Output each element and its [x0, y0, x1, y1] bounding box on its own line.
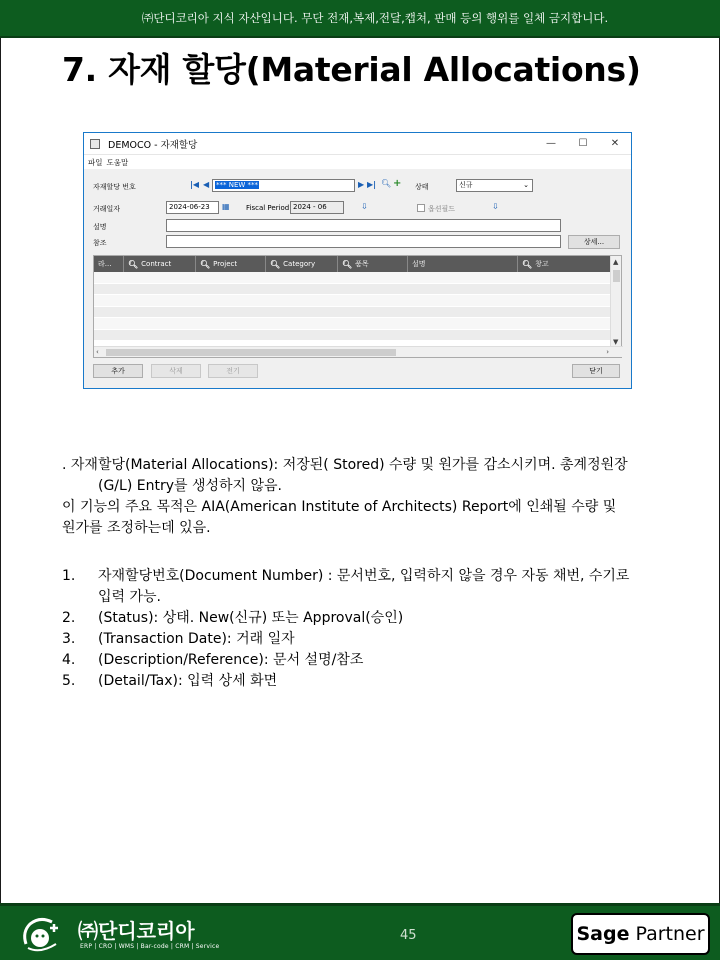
search-icon[interactable]: 🔍︎	[381, 179, 392, 188]
reference-label: 참조	[93, 239, 107, 247]
body-line: 원가를 조정하는데 있음.	[62, 520, 211, 536]
description-label: 설명	[93, 223, 107, 231]
last-record-icon[interactable]: ▶|	[367, 180, 377, 189]
transaction-date-field[interactable]	[166, 201, 219, 214]
body-line: 이 기능의 주요 목적은 AIA(American Institute of Architects) Report에 인쇄될 수량 및	[62, 499, 617, 515]
table-row[interactable]	[94, 318, 611, 330]
optional-fields-checkbox[interactable]	[417, 204, 425, 212]
status-select[interactable]	[456, 179, 533, 192]
menu-bar	[84, 155, 631, 169]
horizontal-scroll-thumb[interactable]	[106, 349, 396, 356]
table-row[interactable]	[94, 284, 611, 296]
detail-grid	[93, 255, 622, 358]
fiscal-period-field	[290, 201, 344, 214]
grid-col-line[interactable]: 라...	[94, 256, 124, 272]
menu-file[interactable]: 파일	[88, 157, 103, 167]
body-line: . 자재할당(Material Allocations): 저장된( Stored) 수량 및 원가를 감소시키며. 총계정원장	[62, 457, 628, 473]
add-new-icon[interactable]: +	[393, 178, 402, 189]
reference-input[interactable]	[166, 235, 561, 248]
footer	[0, 903, 720, 960]
company-name: ㈜단디코리아	[78, 919, 195, 943]
table-row[interactable]	[94, 330, 611, 342]
material-allocation-window	[83, 132, 632, 389]
menu-help[interactable]: 도움말	[106, 157, 129, 167]
status-value: 신규	[459, 181, 473, 189]
window-title: DEMOCO - 자재할당	[108, 139, 198, 151]
first-record-icon[interactable]: |◀	[190, 180, 200, 189]
post-button[interactable]: 전기	[208, 364, 258, 378]
close-window-button[interactable]: ✕	[610, 138, 620, 149]
table-row[interactable]	[94, 295, 611, 307]
calendar-icon[interactable]: ▦	[222, 202, 230, 211]
app-icon	[90, 139, 100, 149]
scroll-right-icon[interactable]: ›	[606, 348, 609, 356]
chevron-down-icon: ⌄	[523, 181, 529, 189]
add-button[interactable]: 추가	[93, 364, 143, 378]
doc-number-value: *** NEW ***	[216, 181, 259, 189]
grid-col-location[interactable]: 🔍︎ 창고	[522, 259, 549, 269]
fiscal-period-label: Fiscal Period	[246, 204, 290, 212]
grid-rows	[94, 272, 611, 341]
vertical-scrollbar[interactable]	[610, 256, 621, 348]
company-logo-icon	[20, 914, 66, 954]
search-icon: 🔍︎	[342, 259, 353, 269]
list-item: 2. (Status): 상태. New(신규) 또는 Approval(승인)	[62, 610, 404, 626]
page-title: 7. 자재 할당(Material Allocations)	[62, 50, 641, 89]
minimize-button[interactable]: —	[546, 138, 556, 149]
detail-button[interactable]: 상세...	[568, 235, 620, 249]
window-titlebar	[84, 133, 631, 155]
grid-col-category[interactable]: 🔍︎ Category	[266, 256, 338, 272]
form-area	[84, 169, 631, 375]
period-lookup-icon[interactable]: ⇩	[361, 202, 368, 211]
doc-number-label: 자재할당 번호	[93, 183, 136, 191]
grid-col-item[interactable]: 🔍︎ 품목	[338, 256, 408, 272]
copyright-banner	[0, 0, 720, 38]
status-label: 상태	[415, 183, 429, 191]
grid-col-project[interactable]: 🔍︎ Project	[196, 256, 266, 272]
list-item: 4. (Description/Reference): 문서 설명/참조	[62, 652, 364, 668]
grid-col-description[interactable]: 설명	[408, 256, 518, 272]
search-icon: 🔍︎	[270, 259, 281, 269]
page-number: 45	[400, 928, 417, 943]
vertical-scroll-thumb[interactable]	[613, 270, 620, 282]
field-list	[62, 566, 702, 692]
list-item: 3. (Transaction Date): 거래 일자	[62, 631, 295, 647]
body-line: (G/L) Entry를 생성하지 않음.	[98, 478, 283, 494]
search-icon: 🔍︎	[200, 259, 211, 269]
search-icon: 🔍︎	[522, 259, 533, 269]
horizontal-scrollbar[interactable]	[94, 346, 623, 357]
maximize-button[interactable]: ☐	[578, 138, 588, 149]
company-tagline: ERP | CRO | WMS | Bar-code | CRM | Service	[80, 943, 220, 950]
delete-button[interactable]: 삭제	[151, 364, 201, 378]
transaction-date-label: 거래일자	[93, 205, 121, 213]
copyright-text: ㈜단디코리아 지식 자산입니다. 무단 전재,복제,전달,캡쳐, 판매 등의 행위를 일체 금지합니다.	[141, 11, 609, 25]
list-item: 5. (Detail/Tax): 입력 상세 화면	[62, 673, 278, 689]
table-row[interactable]	[94, 307, 611, 319]
description-input[interactable]	[166, 219, 561, 232]
transaction-date-value: 2024-06-23	[169, 203, 210, 211]
prev-record-icon[interactable]: ◀	[203, 180, 210, 189]
grid-header	[94, 256, 621, 272]
list-item: 1. 자재할당번호(Document Number) : 문서번호, 입력하지 않을 경우 자동 채번, 수기로 입력 가능.	[62, 568, 630, 605]
scroll-up-icon[interactable]: ▲	[613, 258, 619, 266]
sage-partner-logo	[571, 913, 710, 955]
grid-col-contract[interactable]: 🔍︎ Contract	[124, 256, 196, 272]
table-row[interactable]	[94, 272, 611, 284]
scroll-left-icon[interactable]: ‹	[96, 348, 99, 356]
fiscal-period-value: 2024 - 06	[293, 203, 327, 211]
description-text	[62, 455, 702, 539]
partner-word: Partner	[635, 923, 705, 945]
doc-number-field[interactable]	[212, 179, 355, 192]
optional-fields-label: 옵션필드	[428, 205, 456, 213]
partner-brand: Sage	[576, 923, 630, 945]
scroll-down-icon[interactable]: ▼	[613, 338, 619, 346]
close-button[interactable]: 닫기	[572, 364, 620, 378]
optional-fields-icon[interactable]: ⇩	[492, 202, 499, 211]
next-record-icon[interactable]: ▶	[358, 180, 365, 189]
search-icon: 🔍︎	[128, 259, 139, 269]
